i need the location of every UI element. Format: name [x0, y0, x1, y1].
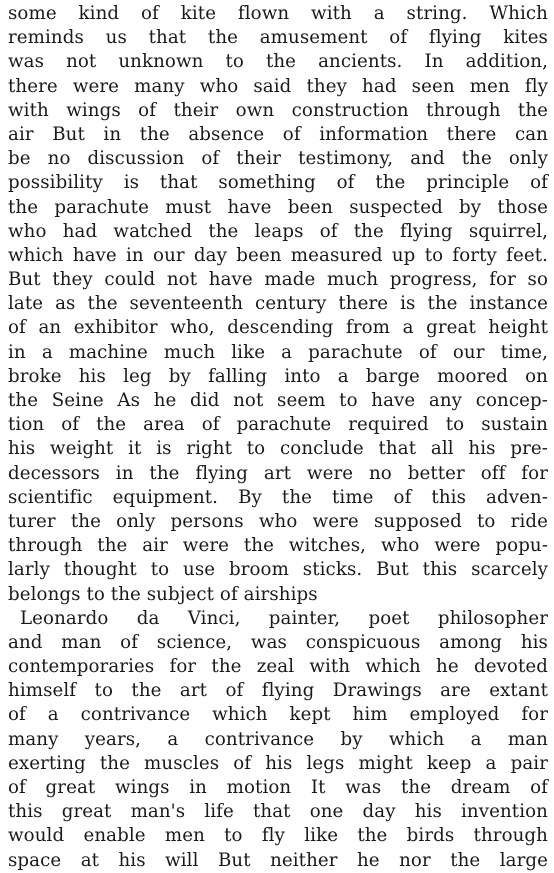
- text-line: larly thought to use broom sticks. But this scarcely: [8, 559, 548, 581]
- text-line: in a machine much like a parachute of our time,: [8, 341, 548, 363]
- text-line: contemporaries for the zeal with which he devoted: [8, 656, 548, 678]
- text-line: of an exhibitor who, descending from a great height: [8, 317, 548, 339]
- text-line: broke his leg by falling into a barge moored on: [8, 365, 548, 387]
- text-line: possibility is that something of the principle of: [8, 172, 548, 194]
- text-line: space at his will But neither he nor the large: [8, 849, 548, 871]
- text-line: of a contrivance which kept him employed for: [8, 704, 548, 726]
- text-line: decessors in the flying art were no better off for: [8, 462, 548, 484]
- text-line: of great wings in motion It was the dream of: [8, 777, 548, 798]
- text-line: and man of science, was conspicuous among his: [8, 631, 548, 653]
- text-line: himself to the art of flying Drawings are extant: [8, 680, 548, 702]
- text-line: many years, a contrivance by which a man: [8, 728, 548, 750]
- text-line: the parachute must have been suspected by those: [8, 196, 548, 218]
- text-line: the Seine As he did not seem to have any concep-: [8, 390, 548, 411]
- text-line: tion of the area of parachute required to sustain: [8, 414, 548, 436]
- text-line: air But in the absence of information there can: [8, 123, 548, 145]
- text-line: But they could not have made much progress, for so: [8, 269, 548, 291]
- text-line: be no discussion of their testimony, and the only: [8, 148, 548, 170]
- text-line: some kind of kite flown with a string. Which: [8, 3, 548, 24]
- text-line: late as the seventeenth century there is the instance: [8, 293, 548, 315]
- text-line: was not unknown to the ancients. In addition,: [8, 51, 548, 73]
- text-line: this great man's life that one day his invention: [8, 801, 548, 823]
- text-line: would enable men to fly like the birds through: [8, 825, 548, 847]
- paragraph-start-line: Leonardo da Vinci, painter, poet philosopher: [20, 607, 548, 629]
- text-line: with wings of their own construction through the: [8, 99, 548, 121]
- text-line: through the air were the witches, who were popu-: [8, 535, 548, 557]
- text-line: scientific equipment. By the time of this adven-: [8, 486, 548, 508]
- text-line: exerting the muscles of his legs might keep a pair: [8, 752, 548, 774]
- text-line: who had watched the leaps of the flying squirrel,: [8, 220, 548, 242]
- text-line: turer the only persons who were supposed to ride: [8, 510, 548, 532]
- text-line: there were many who said they had seen men fly: [8, 75, 548, 97]
- text-line: his weight it is right to conclude that all his pre-: [8, 438, 548, 460]
- text-line: which have in our day been measured up to forty feet.: [8, 244, 548, 266]
- paragraph-end-line: belongs to the subject of airships: [8, 583, 318, 605]
- text-line: reminds us that the amusement of flying kites: [8, 27, 548, 49]
